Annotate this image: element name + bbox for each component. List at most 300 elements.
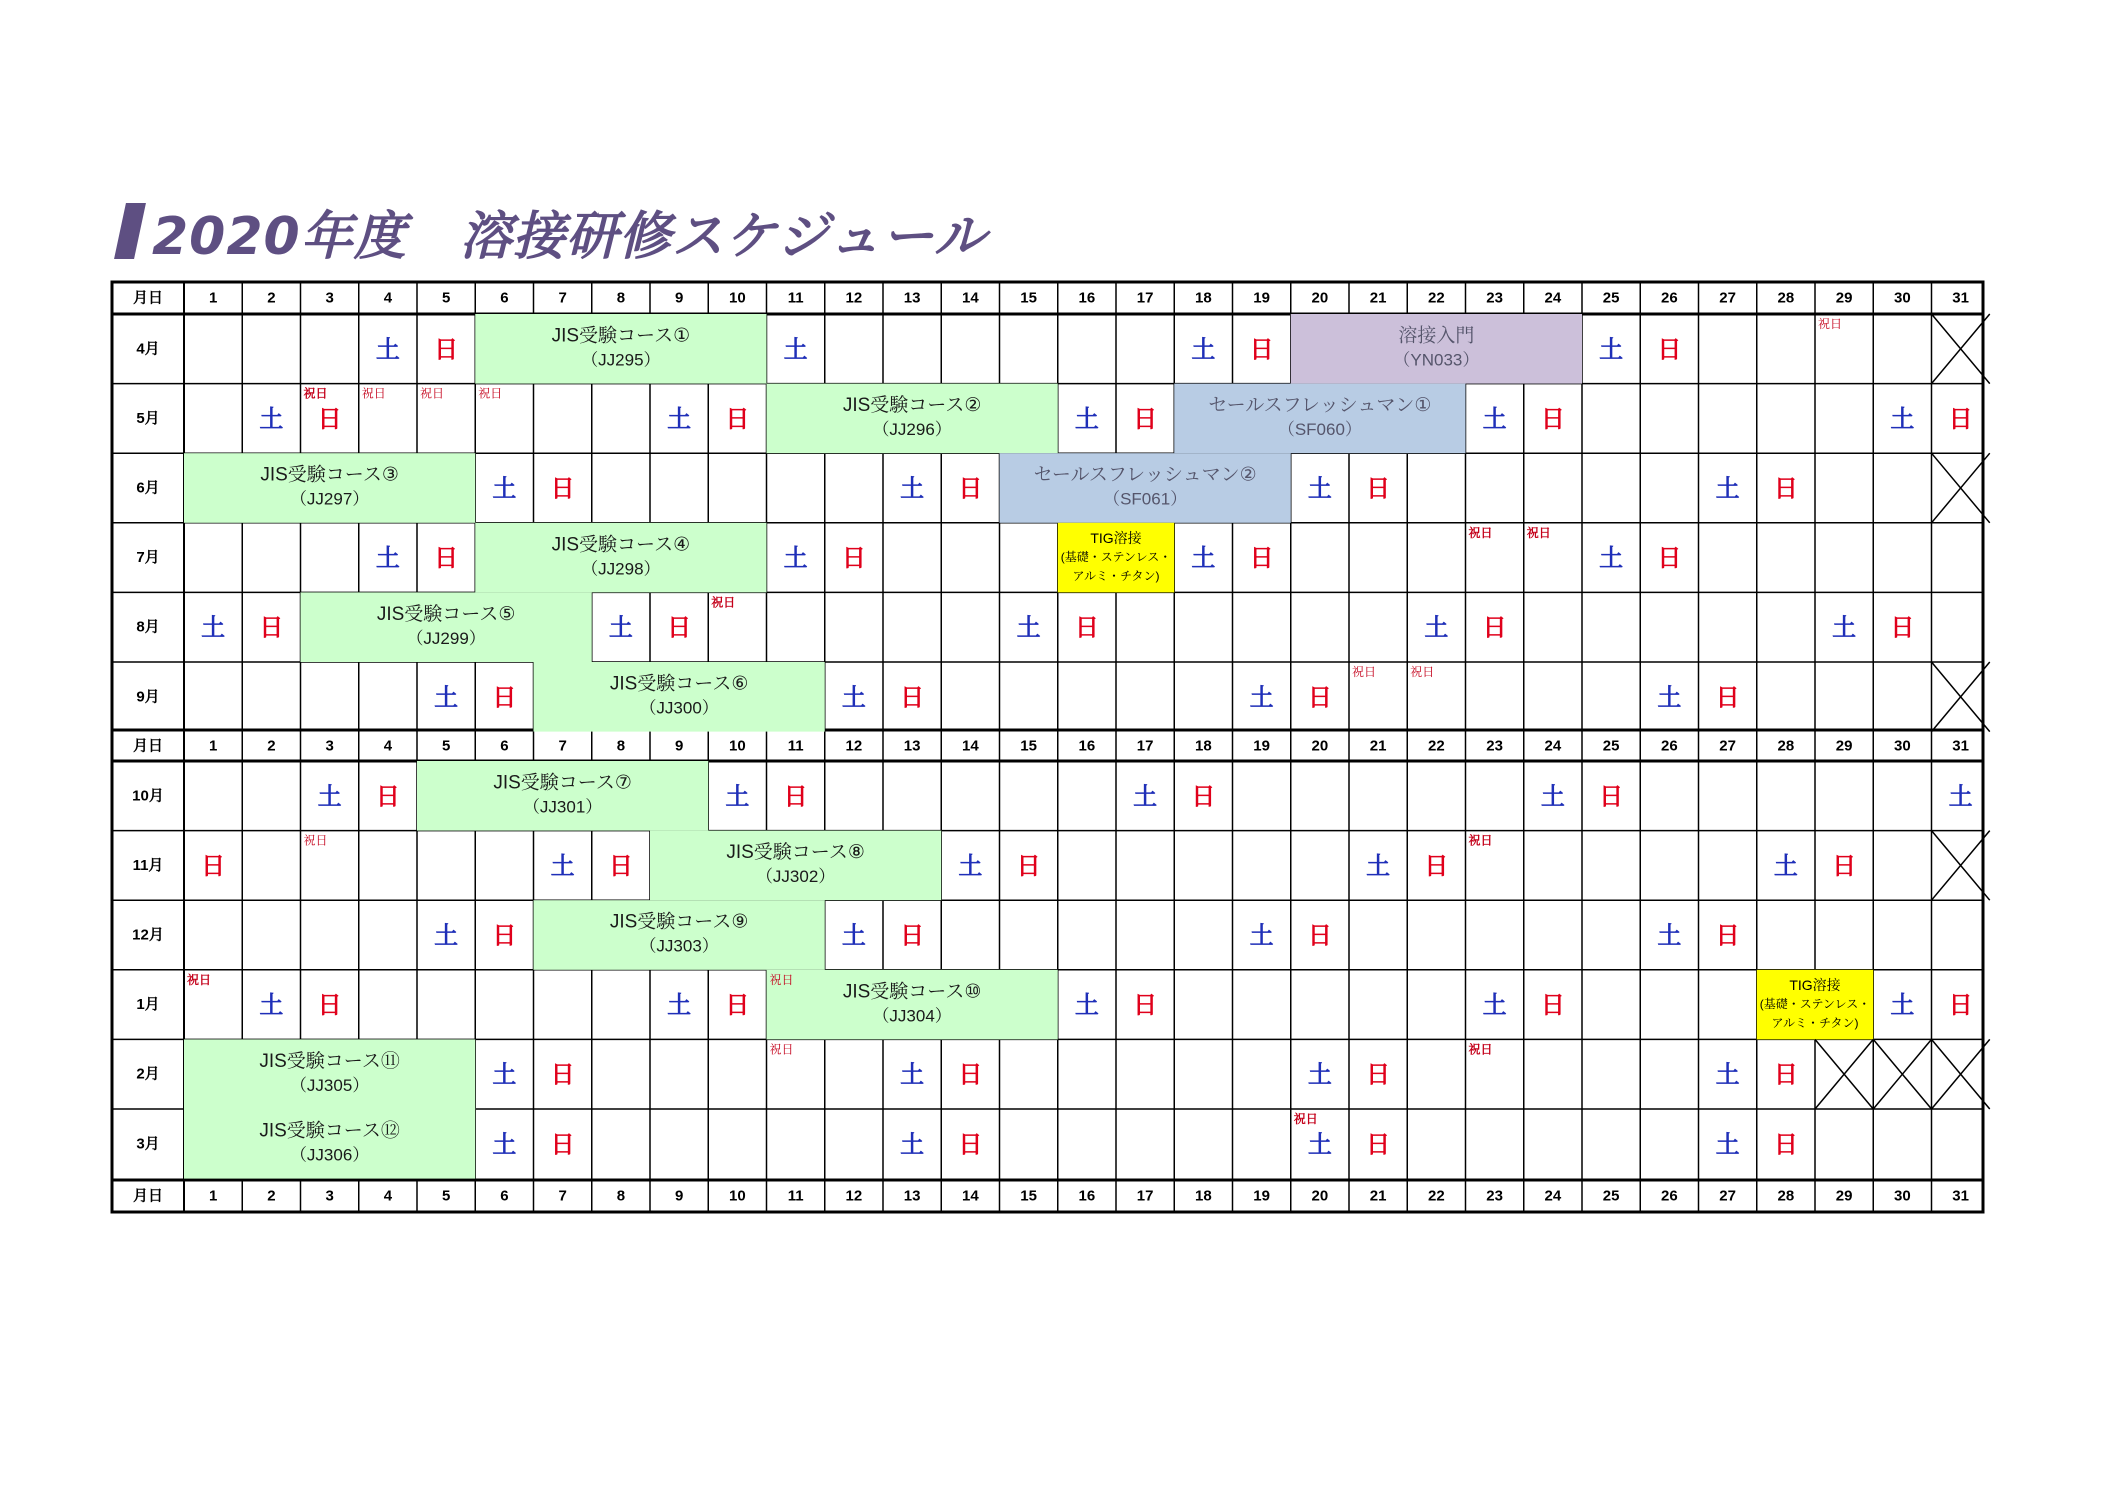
sunday-mark: 日 [1773, 1061, 1798, 1089]
sunday-mark: 日 [667, 614, 692, 642]
disabled-day [1932, 453, 1990, 523]
day-number: 17 [1136, 737, 1154, 755]
course-code: アルミ・チタン) [1072, 568, 1160, 583]
day-number: 29 [1835, 1187, 1853, 1205]
course-name: JIS受験コース② [842, 395, 982, 417]
course-name: JIS受験コース③ [260, 464, 399, 486]
sunday-mark: 日 [1249, 545, 1274, 573]
sunday-mark: 日 [1191, 783, 1216, 811]
month-row [136, 453, 1989, 523]
sunday-mark: 日 [1133, 992, 1158, 1020]
sunday-mark: 日 [725, 405, 750, 433]
holiday-mark: 祝日 [303, 386, 328, 401]
day-number: 26 [1661, 737, 1678, 755]
course-code: （JJ301） [522, 797, 603, 817]
course-fill [475, 314, 766, 384]
course-block [417, 761, 708, 831]
saturday-mark: 土 [1890, 405, 1915, 433]
sunday-mark: 日 [550, 475, 575, 503]
day-number: 23 [1486, 289, 1503, 307]
day-number: 11 [787, 289, 804, 307]
course-block [475, 314, 766, 384]
day-number: 26 [1661, 289, 1678, 307]
saturday-mark: 土 [550, 852, 575, 880]
day-number: 31 [1952, 1187, 1969, 1205]
sunday-mark: 日 [900, 684, 925, 712]
day-number: 18 [1195, 1187, 1212, 1205]
month-row [136, 384, 1972, 454]
course-block [1058, 523, 1175, 593]
saturday-mark: 土 [492, 1131, 517, 1159]
sunday-mark: 日 [1715, 684, 1740, 712]
day-number: 24 [1544, 737, 1562, 755]
course-fill [417, 761, 708, 831]
saturday-mark: 土 [1191, 545, 1216, 573]
holiday-mark: 祝日 [1468, 525, 1493, 540]
sunday-mark: 日 [1890, 614, 1915, 642]
month-row [136, 970, 1972, 1040]
month-label: 10月 [132, 787, 164, 805]
holiday-mark: 祝日 [1468, 833, 1493, 848]
day-number: 5 [441, 289, 451, 307]
day-number: 3 [325, 289, 334, 307]
sunday-mark: 日 [550, 1131, 575, 1159]
saturday-mark: 土 [1074, 992, 1099, 1020]
month-label: 5月 [136, 409, 160, 427]
day-number: 6 [500, 737, 509, 755]
course-fill [301, 592, 592, 662]
day-number: 22 [1428, 737, 1445, 755]
holiday-mark: 祝日 [478, 386, 503, 401]
sunday-mark: 日 [492, 684, 517, 712]
month-row [136, 592, 1914, 662]
day-number: 10 [729, 1187, 746, 1205]
day-number: 19 [1253, 289, 1270, 307]
day-number: 28 [1777, 1187, 1795, 1205]
course-block [650, 831, 941, 901]
course-block [534, 900, 825, 970]
day-number: 26 [1661, 1187, 1678, 1205]
month-label: 8月 [136, 618, 160, 636]
saturday-mark: 土 [1249, 922, 1274, 950]
course-code: アルミ・チタン) [1771, 1015, 1859, 1030]
saturday-mark: 土 [1832, 614, 1857, 642]
day-number: 25 [1602, 737, 1620, 755]
day-number: 6 [500, 1187, 509, 1205]
day-number: 19 [1253, 1187, 1270, 1205]
course-name: TIG溶接 [1789, 976, 1841, 993]
day-number: 25 [1602, 289, 1620, 307]
header-row [133, 290, 1969, 307]
month-row [132, 900, 1739, 970]
day-number: 24 [1544, 289, 1562, 307]
sunday-mark: 日 [1832, 852, 1857, 880]
sunday-mark: 日 [958, 475, 983, 503]
saturday-mark: 土 [375, 336, 400, 364]
course-code: （JJ302） [755, 867, 836, 887]
sunday-mark: 日 [1307, 922, 1332, 950]
header-row [133, 738, 1969, 755]
course-code: （JJ297） [289, 489, 370, 509]
course-block [534, 662, 825, 732]
month-row [136, 314, 1989, 384]
saturday-mark: 土 [1307, 475, 1332, 503]
day-number: 22 [1428, 1187, 1445, 1205]
disabled-day [1873, 1039, 1931, 1109]
month-label: 11月 [132, 856, 164, 874]
header-label: 月日 [132, 737, 164, 755]
course-block [475, 523, 766, 593]
month-row [133, 831, 1990, 901]
disabled-day [1932, 831, 1990, 901]
course-block [767, 970, 1058, 1040]
saturday-mark: 土 [317, 783, 342, 811]
course-code: （JJ303） [639, 936, 719, 956]
course-fill [1291, 314, 1582, 384]
day-number: 18 [1195, 289, 1212, 307]
saturday-mark: 土 [841, 684, 866, 712]
day-number: 1 [208, 289, 218, 307]
saturday-mark: 土 [783, 545, 808, 573]
holiday-mark: 祝日 [361, 386, 386, 401]
day-number: 2 [267, 737, 276, 755]
sunday-mark: 日 [317, 992, 342, 1020]
day-number: 16 [1078, 289, 1096, 307]
day-number: 20 [1311, 737, 1329, 755]
saturday-mark: 土 [1191, 336, 1216, 364]
disabled-day [1932, 662, 1990, 732]
disabled-day [1932, 1039, 1990, 1109]
day-number: 20 [1311, 289, 1329, 307]
day-number: 14 [962, 737, 979, 755]
course-name: JIS受験コース⑪ [259, 1050, 400, 1072]
day-number: 15 [1020, 1187, 1037, 1205]
saturday-mark: 土 [608, 614, 633, 642]
month-label: 12月 [132, 926, 164, 944]
day-number: 28 [1777, 289, 1795, 307]
day-number: 28 [1777, 737, 1795, 755]
saturday-mark: 土 [1890, 992, 1915, 1020]
sunday-mark: 日 [1133, 405, 1158, 433]
day-number: 5 [441, 737, 451, 755]
day-number: 13 [903, 1187, 921, 1205]
day-number: 1 [208, 1187, 218, 1205]
saturday-mark: 土 [1773, 852, 1798, 880]
day-number: 11 [787, 737, 804, 755]
course-code: （JJ299） [406, 628, 486, 648]
course-name: JIS受験コース⑩ [842, 981, 982, 1003]
day-number: 22 [1428, 289, 1445, 307]
day-number: 21 [1369, 737, 1387, 755]
course-fill [767, 970, 1058, 1040]
day-number: 23 [1486, 1187, 1503, 1205]
sunday-mark: 日 [1016, 852, 1041, 880]
course-code: （JJ306） [289, 1145, 370, 1165]
day-number: 14 [962, 289, 979, 307]
day-number: 17 [1136, 289, 1154, 307]
day-number: 27 [1719, 737, 1736, 755]
saturday-mark: 土 [1074, 405, 1099, 433]
holiday-mark: 祝日 [1818, 317, 1843, 331]
sunday-mark: 日 [1424, 852, 1449, 880]
saturday-mark: 土 [1715, 475, 1740, 503]
holiday-mark: 祝日 [1352, 665, 1377, 679]
sunday-mark: 日 [725, 992, 750, 1020]
course-code: （JJ295） [581, 350, 661, 370]
day-number: 19 [1253, 737, 1270, 755]
sunday-mark: 日 [1948, 405, 1973, 433]
saturday-mark: 土 [667, 405, 692, 433]
sunday-mark: 日 [1366, 475, 1391, 503]
month-label: 6月 [136, 479, 160, 497]
sunday-mark: 日 [1599, 783, 1624, 811]
sunday-mark: 日 [783, 783, 808, 811]
course-name: JIS受験コース⑤ [376, 603, 516, 625]
sunday-mark: 日 [434, 545, 459, 573]
sunday-mark: 日 [1773, 1131, 1798, 1159]
course-block [184, 1109, 475, 1179]
day-number: 3 [325, 737, 334, 755]
saturday-mark: 土 [667, 992, 692, 1020]
saturday-mark: 土 [900, 475, 925, 503]
course-fill [1174, 384, 1465, 454]
day-number: 5 [441, 1187, 451, 1205]
saturday-mark: 土 [1307, 1061, 1332, 1089]
month-label: 3月 [136, 1135, 160, 1153]
day-number: 1 [208, 737, 218, 755]
day-number: 9 [674, 1187, 684, 1205]
sunday-mark: 日 [1657, 336, 1682, 364]
course-code: （SF061） [1103, 489, 1188, 509]
course-fill [650, 831, 941, 901]
day-number: 10 [729, 737, 746, 755]
page-title-text: 2020年度 溶接研修スケジュール [152, 206, 987, 267]
day-number: 4 [383, 737, 393, 755]
saturday-mark: 土 [259, 405, 284, 433]
saturday-mark: 土 [1599, 545, 1624, 573]
day-number: 6 [500, 289, 509, 307]
course-code: （JJ296） [872, 420, 952, 440]
course-name: JIS受験コース⑫ [259, 1120, 400, 1142]
day-number: 12 [845, 1187, 863, 1205]
day-number: 11 [787, 1187, 804, 1205]
saturday-mark: 土 [492, 1061, 517, 1089]
sunday-mark: 日 [375, 783, 400, 811]
course-block [1000, 453, 1291, 523]
saturday-mark: 土 [1715, 1061, 1740, 1089]
saturday-mark: 土 [1366, 852, 1391, 880]
saturday-mark: 土 [841, 922, 866, 950]
saturday-mark: 土 [783, 336, 808, 364]
holiday-mark: 祝日 [1468, 1042, 1493, 1057]
course-name: セールスフレッシュマン② [1033, 464, 1257, 486]
day-number: 12 [845, 289, 863, 307]
day-number: 31 [1952, 289, 1969, 307]
day-number: 13 [903, 737, 921, 755]
day-number: 18 [1195, 737, 1212, 755]
saturday-mark: 土 [900, 1131, 925, 1159]
sunday-mark: 日 [201, 852, 226, 880]
course-name: JIS受験コース⑦ [493, 772, 632, 794]
saturday-mark: 土 [492, 475, 517, 503]
sunday-mark: 日 [1715, 922, 1740, 950]
holiday-mark: 祝日 [1526, 525, 1551, 540]
month-row [136, 523, 1681, 593]
month-row [136, 1039, 1989, 1109]
saturday-mark: 土 [201, 614, 226, 642]
course-fill [184, 453, 475, 523]
day-number: 27 [1719, 1187, 1736, 1205]
saturday-mark: 土 [1307, 1131, 1332, 1159]
day-number: 4 [383, 289, 393, 307]
course-block [1291, 314, 1582, 384]
course-fill [767, 384, 1058, 454]
course-name: JIS受験コース⑨ [609, 911, 749, 933]
holiday-mark: 祝日 [420, 386, 445, 401]
holiday-mark: 祝日 [1293, 1112, 1318, 1126]
saturday-mark: 土 [434, 684, 459, 712]
saturday-mark: 土 [1715, 1131, 1740, 1159]
day-number: 21 [1369, 289, 1387, 307]
saturday-mark: 土 [434, 922, 459, 950]
holiday-mark: 祝日 [769, 1042, 794, 1057]
day-number: 20 [1311, 1187, 1329, 1205]
day-number: 30 [1894, 737, 1911, 755]
holiday-mark: 祝日 [1410, 665, 1435, 679]
month-label: 7月 [136, 549, 160, 567]
day-number: 29 [1835, 737, 1853, 755]
day-number: 13 [903, 289, 921, 307]
course-fill [475, 523, 766, 593]
holiday-mark: 祝日 [187, 972, 212, 987]
saturday-mark: 土 [1482, 405, 1507, 433]
saturday-mark: 土 [1599, 336, 1624, 364]
day-number: 23 [1486, 737, 1503, 755]
course-code: (基礎・ステンレス・ [1759, 996, 1871, 1011]
day-number: 8 [616, 737, 626, 755]
course-name: TIG溶接 [1090, 529, 1142, 546]
day-number: 12 [845, 737, 863, 755]
course-fill [534, 900, 825, 970]
day-number: 17 [1136, 1187, 1154, 1205]
sunday-mark: 日 [958, 1061, 983, 1089]
saturday-mark: 土 [1424, 614, 1449, 642]
sunday-mark: 日 [317, 405, 342, 433]
saturday-mark: 土 [1657, 922, 1682, 950]
month-label: 9月 [136, 688, 160, 706]
disabled-day [1815, 1039, 1873, 1109]
saturday-mark: 土 [259, 992, 284, 1020]
sunday-mark: 日 [1366, 1131, 1391, 1159]
course-code: （JJ298） [581, 559, 661, 579]
sunday-mark: 日 [492, 922, 517, 950]
day-number: 7 [558, 289, 567, 307]
saturday-mark: 土 [1540, 783, 1565, 811]
sunday-mark: 日 [550, 1061, 575, 1089]
course-fill [1000, 453, 1291, 523]
sunday-mark: 日 [1307, 684, 1332, 712]
course-code: （YN033） [1393, 350, 1480, 370]
course-name: JIS受験コース④ [551, 534, 691, 556]
day-number: 15 [1020, 289, 1037, 307]
saturday-mark: 土 [725, 783, 750, 811]
month-label: 2月 [136, 1065, 160, 1083]
month-label: 4月 [136, 340, 160, 358]
sunday-mark: 日 [958, 1131, 983, 1159]
day-number: 9 [674, 737, 684, 755]
day-number: 16 [1078, 737, 1096, 755]
sunday-mark: 日 [841, 545, 866, 573]
course-fill [184, 1109, 475, 1179]
sunday-mark: 日 [1482, 614, 1507, 642]
day-number: 31 [1952, 737, 1969, 755]
sunday-mark: 日 [1540, 405, 1565, 433]
saturday-mark: 土 [1657, 684, 1682, 712]
holiday-mark: 祝日 [769, 972, 794, 987]
month-row [132, 761, 1972, 831]
saturday-mark: 土 [1948, 783, 1973, 811]
day-number: 14 [962, 1187, 979, 1205]
course-fill [534, 662, 825, 732]
saturday-mark: 土 [375, 545, 400, 573]
saturday-mark: 土 [1482, 992, 1507, 1020]
disabled-day [1932, 314, 1990, 384]
course-code: (基礎・ステンレス・ [1060, 549, 1172, 564]
header-row [133, 1188, 1969, 1205]
saturday-mark: 土 [1249, 684, 1274, 712]
day-number: 10 [729, 289, 746, 307]
day-number: 8 [616, 289, 626, 307]
month-row [136, 662, 1989, 732]
day-number: 3 [325, 1187, 334, 1205]
day-number: 7 [558, 737, 567, 755]
course-block [184, 453, 475, 523]
sunday-mark: 日 [434, 336, 459, 364]
month-label: 1月 [136, 996, 160, 1014]
holiday-mark: 祝日 [303, 833, 328, 848]
day-number: 27 [1719, 289, 1736, 307]
course-code: （SF060） [1277, 420, 1362, 440]
sunday-mark: 日 [1657, 545, 1682, 573]
day-number: 29 [1835, 289, 1853, 307]
sunday-mark: 日 [608, 852, 633, 880]
header-label: 月日 [132, 1187, 164, 1205]
month-row [136, 1109, 1798, 1179]
day-number: 30 [1894, 289, 1911, 307]
day-number: 7 [558, 1187, 567, 1205]
sunday-mark: 日 [1249, 336, 1274, 364]
course-name: JIS受験コース⑥ [609, 673, 749, 695]
day-number: 24 [1544, 1187, 1562, 1205]
course-name: JIS受験コース① [551, 325, 691, 347]
sunday-mark: 日 [259, 614, 284, 642]
course-code: （JJ304） [872, 1006, 952, 1026]
course-name: 溶接入門 [1398, 325, 1475, 347]
day-number: 9 [674, 289, 684, 307]
course-block [767, 384, 1058, 454]
holiday-mark: 祝日 [711, 595, 736, 610]
course-fill [184, 1039, 475, 1109]
day-number: 21 [1369, 1187, 1387, 1205]
saturday-mark: 土 [1133, 783, 1158, 811]
day-number: 8 [616, 1187, 626, 1205]
sunday-mark: 日 [1948, 992, 1973, 1020]
sunday-mark: 日 [1773, 475, 1798, 503]
sunday-mark: 日 [1366, 1061, 1391, 1089]
day-number: 16 [1078, 1187, 1096, 1205]
course-block [301, 592, 592, 662]
sunday-mark: 日 [1074, 614, 1099, 642]
